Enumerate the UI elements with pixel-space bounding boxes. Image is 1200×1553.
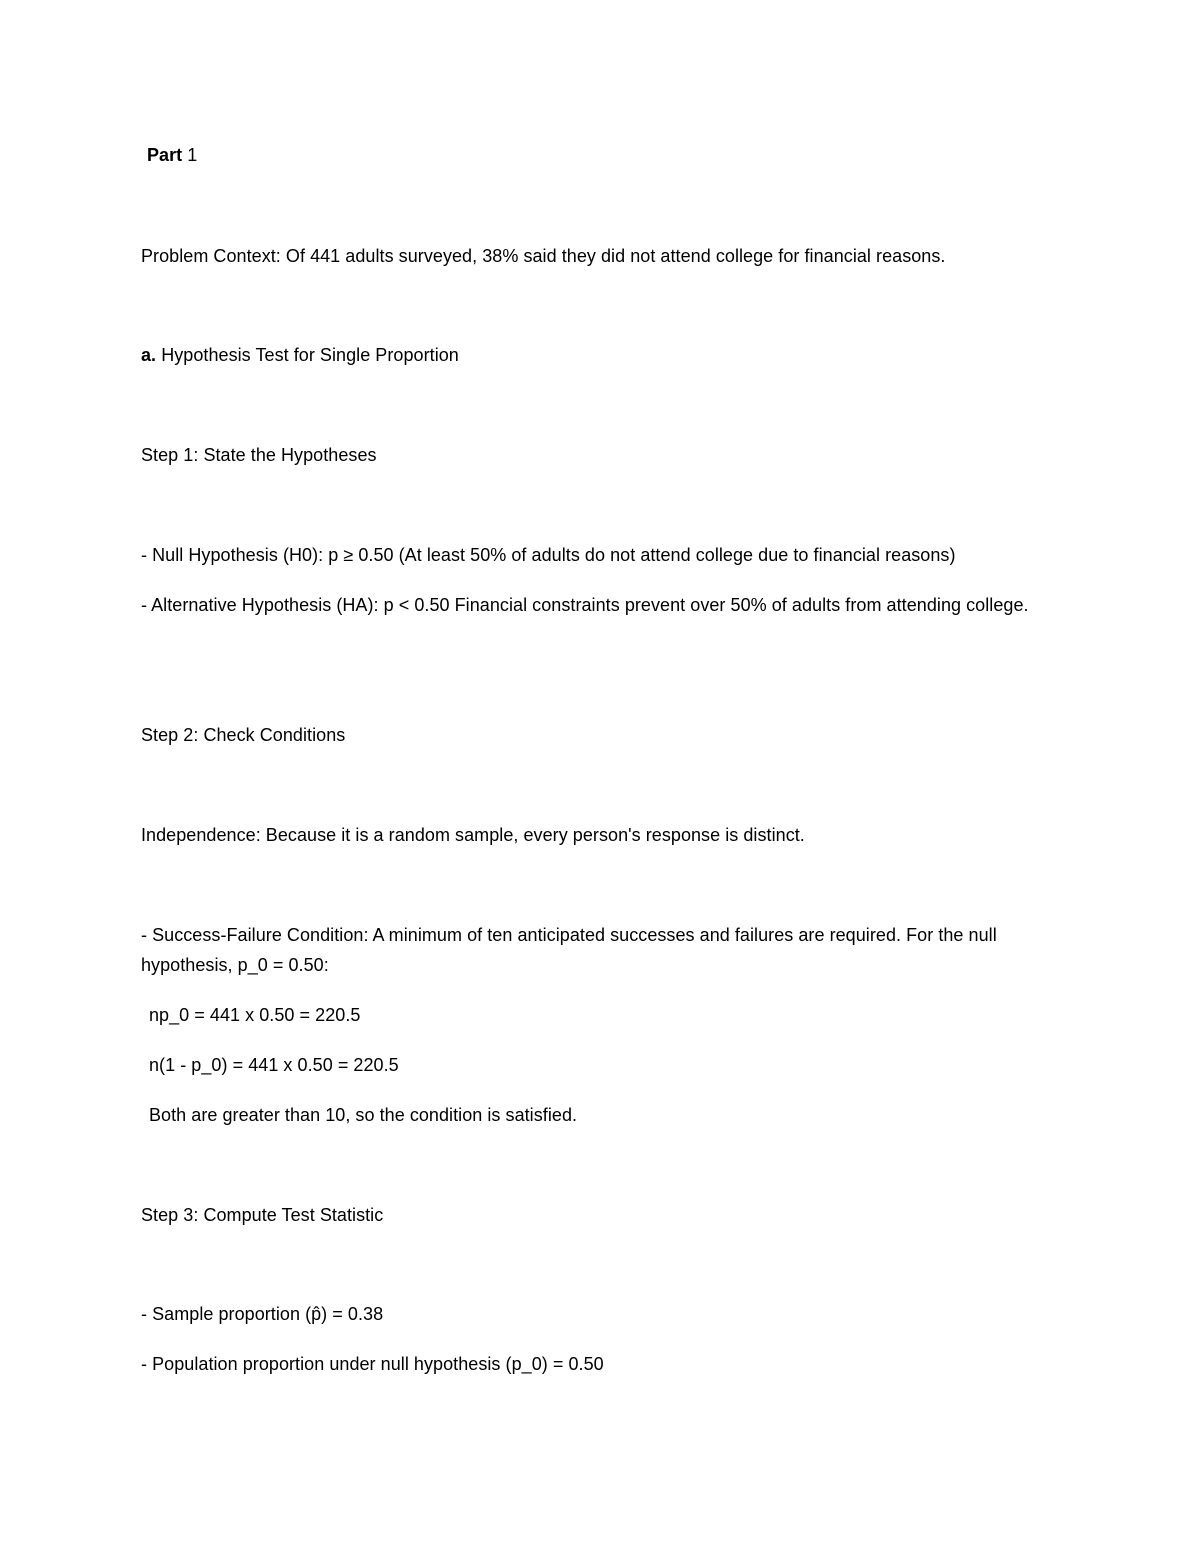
- null-hypothesis: - Null Hypothesis (H0): p ≥ 0.50 (At least 50% of adults do not attend college due to financial reasons): [141, 545, 956, 565]
- np0-calculation: np_0 = 441 x 0.50 = 220.5: [149, 1005, 361, 1025]
- part-number: 1: [187, 145, 198, 165]
- n1p0-calculation: n(1 - p_0) = 441 x 0.50 = 220.5: [149, 1055, 399, 1075]
- step-3-title: Step 3: Compute Test Statistic: [141, 1205, 384, 1225]
- problem-context: Problem Context: Of 441 adults surveyed, 38% said they did not attend college for financial reasons.: [141, 246, 946, 266]
- section-a-heading: [141, 340, 1061, 370]
- condition-result: Both are greater than 10, so the condition is satisfied.: [149, 1105, 578, 1125]
- section-a-label: a.: [141, 345, 157, 365]
- alternative-hypothesis: - Alternative Hypothesis (HA): p < 0.50 Financial constraints prevent over 50% of adults from attending college.: [141, 595, 1029, 615]
- sample-proportion: - Sample proportion (p̂) = 0.38: [141, 1304, 384, 1324]
- step-1-title: Step 1: State the Hypotheses: [141, 445, 377, 465]
- part-heading: [147, 140, 1067, 170]
- section-a-title: Hypothesis Test for Single Proportion: [161, 345, 459, 365]
- success-failure-condition: - Success-Failure Condition: A minimum of ten anticipated successes and failures are required. For the null hypothesis, p_0 = 0.50:: [141, 925, 997, 975]
- part-title: Part: [147, 145, 183, 165]
- population-proportion: - Population proportion under null hypothesis (p_0) = 0.50: [141, 1354, 604, 1374]
- step-2-title: Step 2: Check Conditions: [141, 725, 346, 745]
- independence-condition: Independence: Because it is a random sample, every person's response is distinct.: [141, 825, 805, 845]
